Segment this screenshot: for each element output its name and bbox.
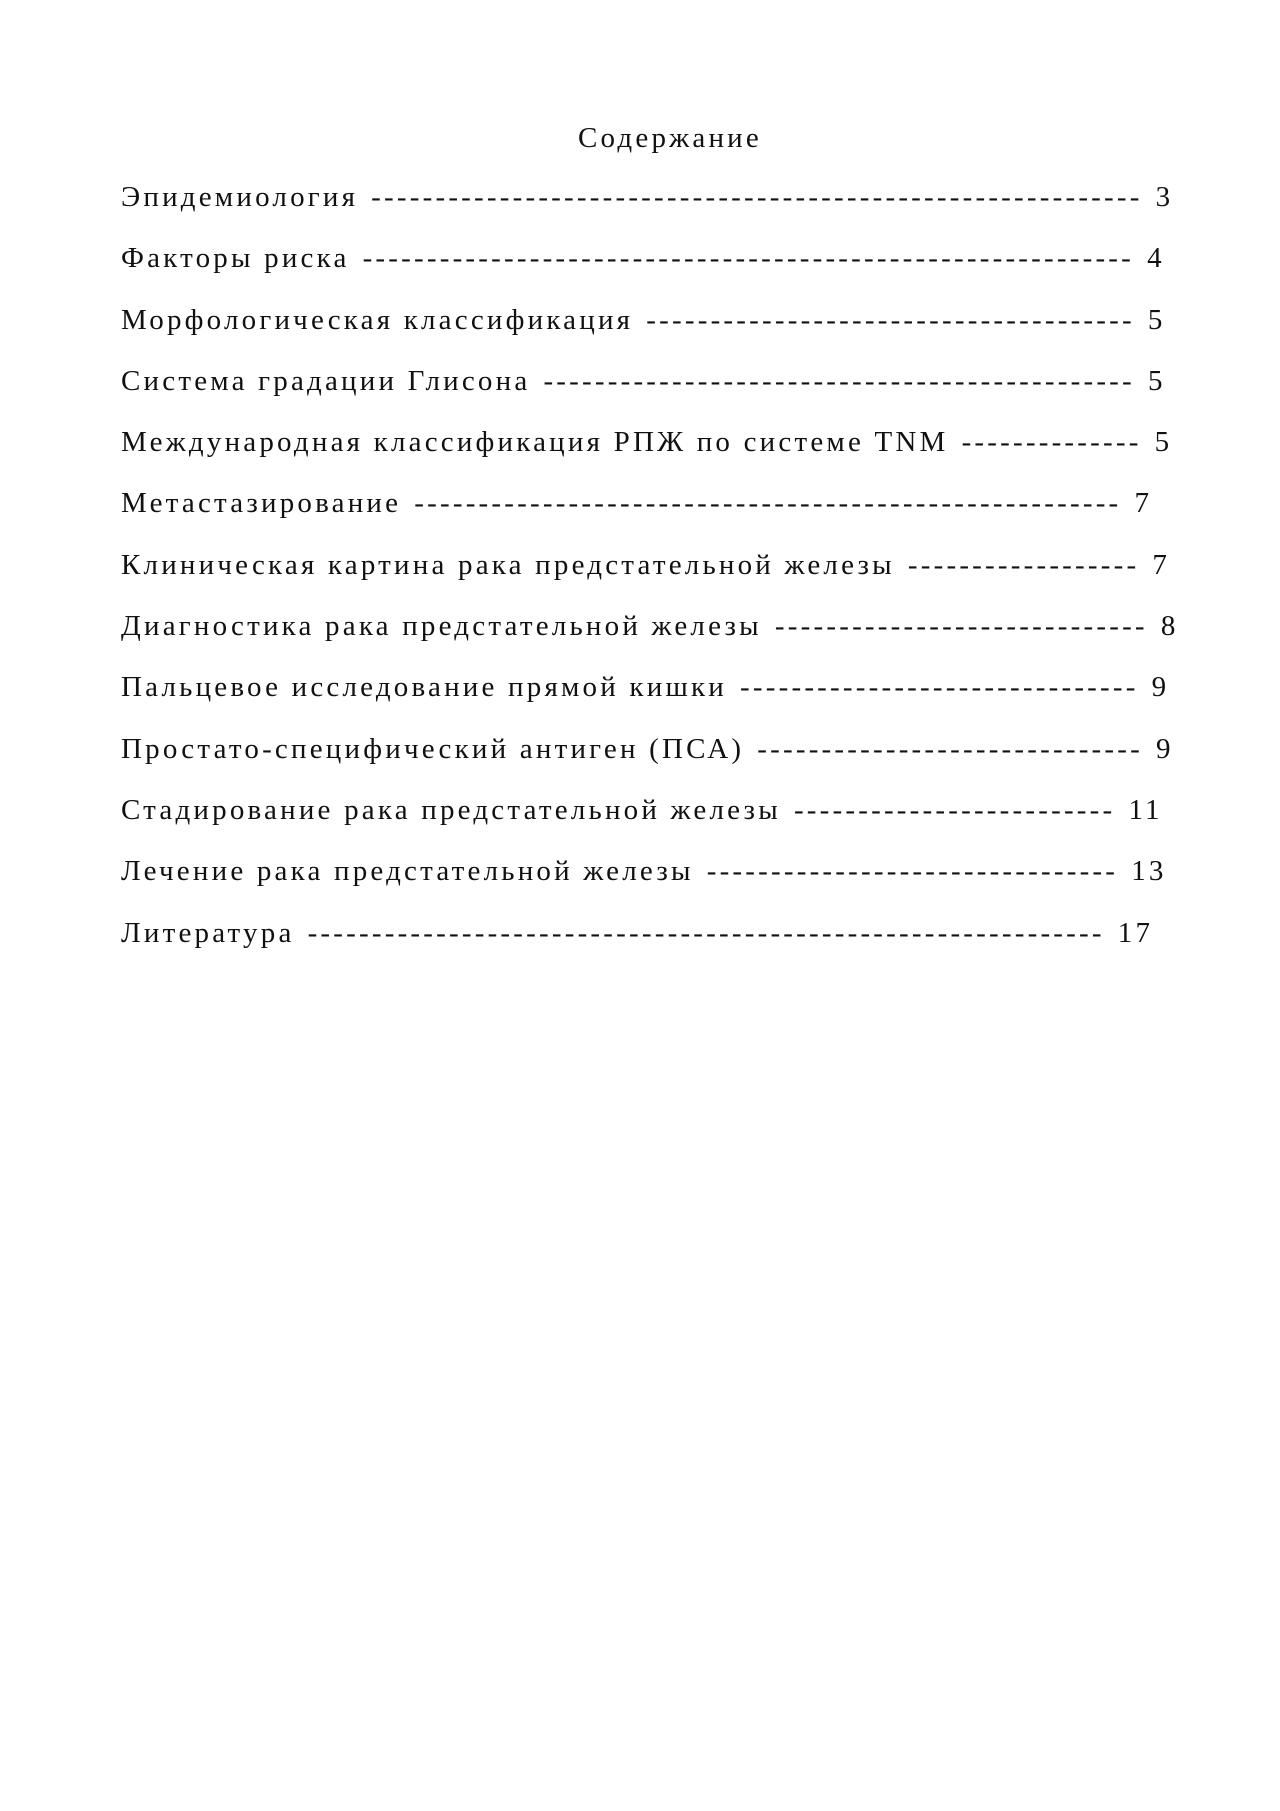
toc-entry-label: Метастазирование: [121, 487, 402, 520]
toc-list: [121, 180, 1221, 977]
toc-entry-page: 5: [1147, 303, 1166, 336]
toc-entry-leader: -------------------------------------------------------: [414, 487, 1122, 520]
toc-entry-leader: --------------------------------------: [646, 303, 1135, 336]
toc-entry-label: Лечение рака предстательной железы: [121, 855, 694, 888]
toc-entry-page: 9: [1156, 732, 1174, 765]
toc-entry: [121, 241, 1221, 302]
toc-entry-page: 7: [1134, 487, 1153, 520]
toc-entry-leader: --------------------------------: [706, 855, 1119, 888]
toc-entry: [121, 609, 1221, 670]
toc-entry-label: Система градации Глисона: [121, 364, 531, 397]
toc-entry: [121, 916, 1221, 977]
toc-title: Содержание: [578, 122, 762, 154]
toc-entry-leader: ------------------: [907, 548, 1140, 581]
toc-entry-page: 7: [1152, 548, 1171, 581]
toc-entry: [121, 425, 1221, 486]
toc-entry-page: 11: [1128, 793, 1163, 826]
toc-entry-leader: ------------------------------: [757, 732, 1143, 765]
toc-entry-label: Морфологическая классификация: [121, 303, 634, 336]
toc-entry-page: 5: [1147, 364, 1166, 397]
toc-entry-leader: --------------: [961, 426, 1142, 459]
toc-entry-page: 17: [1117, 916, 1154, 949]
toc-entry: [121, 732, 1221, 793]
toc-entry: [121, 793, 1221, 854]
toc-entry-page: 9: [1151, 671, 1170, 704]
toc-entry-leader: -------------------------: [793, 793, 1116, 826]
toc-entry-label: Простато-специфический антиген (ПСА): [121, 732, 745, 765]
toc-entry-leader: --------------------------------------------------------------: [307, 916, 1105, 949]
toc-entry-leader: ----------------------------------------------: [543, 364, 1135, 397]
toc-entry-leader: -------------------------------: [740, 671, 1139, 704]
toc-entry-page: 13: [1131, 855, 1167, 888]
toc-entry-label: Факторы риска: [121, 242, 350, 275]
toc-entry: [121, 303, 1221, 364]
toc-entry-page: 4: [1147, 242, 1165, 275]
toc-entry: [121, 548, 1221, 609]
toc-entry-leader: ------------------------------------------------------------: [371, 181, 1143, 213]
toc-entry: [121, 180, 1221, 241]
toc-entry-label: Диагностика рака предстательной железы: [121, 610, 762, 643]
toc-entry-label: Клиническая картина рака предстательной железы: [121, 548, 895, 581]
toc-entry: [121, 854, 1221, 915]
toc-entry: [121, 364, 1221, 425]
toc-entry-page: 3: [1155, 181, 1174, 213]
toc-entry: [121, 486, 1221, 547]
toc-entry-label: Стадирование рака предстательной железы: [121, 793, 781, 826]
toc-entry-page: 5: [1154, 426, 1173, 459]
toc-entry-label: Эпидемиология: [121, 181, 359, 213]
toc-entry-leader: ------------------------------------------------------------: [362, 242, 1135, 275]
toc-entry-label: Международная классификация РПЖ по системе TNM: [121, 426, 949, 459]
toc-entry-leader: -----------------------------: [774, 610, 1148, 643]
toc-entry-label: Пальцевое исследование прямой кишки: [121, 671, 727, 704]
toc-entry-label: Литература: [121, 916, 295, 949]
toc-entry: [121, 670, 1221, 731]
toc-entry-page: 8: [1160, 610, 1179, 643]
